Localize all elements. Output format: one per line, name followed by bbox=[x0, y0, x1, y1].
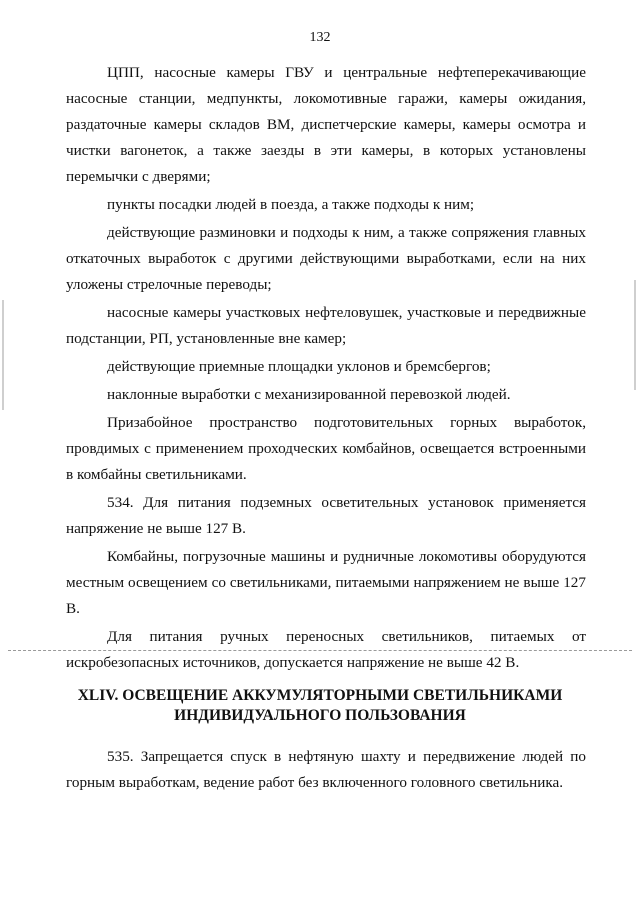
paragraph-inclined-workings: наклонные выработки с механизированной перевозкой людей. bbox=[107, 386, 511, 403]
paragraph-receiving-platforms: действующие приемные площадки уклонов и бремсбергов; bbox=[107, 358, 491, 375]
scan-edge-left bbox=[2, 300, 4, 410]
paragraph-535: 535. Запрещается спуск в нефтяную шахту и передвижение людей по горным выработкам, ведение работ без включенного головного светильника. bbox=[66, 748, 586, 791]
page-number: 132 bbox=[309, 30, 331, 45]
paragraph-sidings: действующие разминовки и подходы к ним, а также сопряжения главных откаточных выработок с другими действующими выработками, если на них уложены стрелочные переводы; bbox=[66, 224, 586, 293]
paragraph-portable-lamps: Для питания ручных переносных светильников, питаемых от искробезопасных источников, допускается напряжение не выше 42 В. bbox=[66, 628, 586, 671]
section-535 bbox=[66, 744, 586, 796]
scan-artifact-line bbox=[8, 650, 632, 651]
scan-edge-right bbox=[634, 280, 636, 390]
paragraph-chamber-list: ЦПП, насосные камеры ГВУ и центральные нефтеперекачивающие насосные станции, медпункты, локомотивные гаражи, камеры ожидания, раздаточные камеры складов ВМ, диспетчерские камеры, камеры осмотра и чистки вагонеток, а также заезды в эти камеры, в которых установлены перемычки с дверями; bbox=[66, 64, 586, 185]
paragraph-boarding-points: пункты посадки людей в поезда, а также подходы к ним; bbox=[107, 196, 475, 213]
paragraph-pump-chambers: насосные камеры участковых нефтеловушек, участковые и передвижные подстанции, РП, установленные вне камер; bbox=[66, 304, 586, 347]
document-body bbox=[66, 60, 586, 676]
section-heading-line1: XLIV. ОСВЕЩЕНИЕ АККУМУЛЯТОРНЫМИ СВЕТИЛЬНИКАМИ bbox=[77, 687, 563, 704]
paragraph-534: 534. Для питания подземных осветительных установок применяется напряжение не выше 127 В. bbox=[66, 494, 586, 537]
paragraph-face-space: Призабойное пространство подготовительных горных выработок, провдимых с применением проходческих комбайнов, освещается встроенными в комбайны светильниками. bbox=[66, 414, 586, 483]
section-heading-line2: ИНДИВИДУАЛЬНОГО ПОЛЬЗОВАНИЯ bbox=[174, 707, 466, 724]
section-heading bbox=[0, 686, 640, 726]
paragraph-local-lighting: Комбайны, погрузочные машины и рудничные локомотивы оборудуются местным освещением со светильниками, питаемыми напряжением не выше 127 В. bbox=[66, 548, 586, 617]
